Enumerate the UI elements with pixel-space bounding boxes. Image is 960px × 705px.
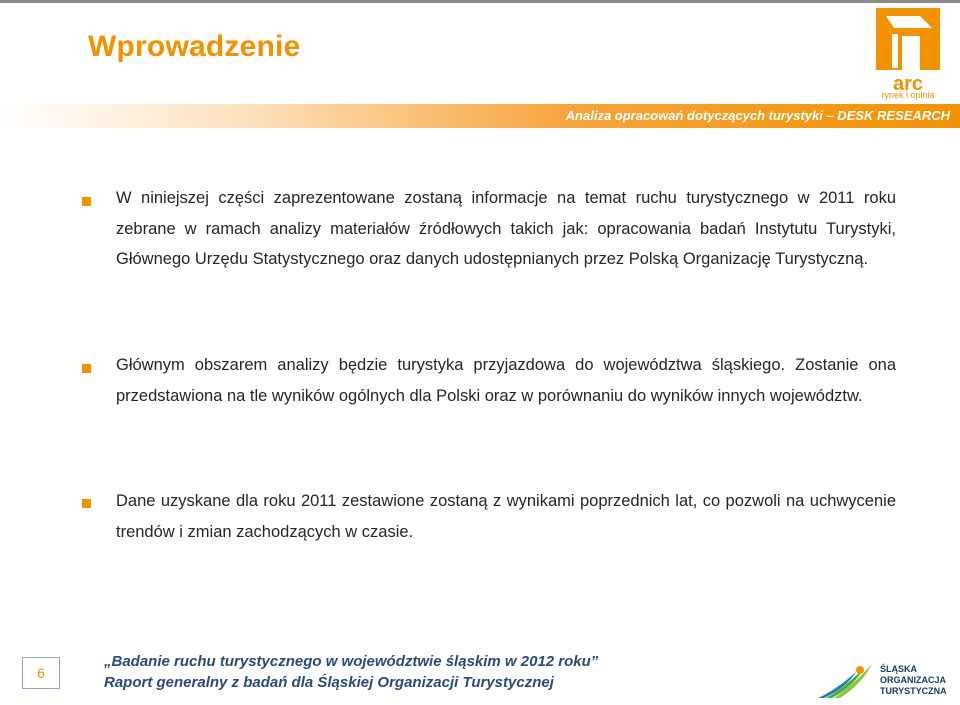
header-banner [0, 104, 960, 128]
logo-tagline: rynek i opinia [881, 90, 935, 100]
top-rule [0, 0, 960, 3]
bullet-square-icon [82, 499, 91, 508]
bullet-square-icon [82, 364, 91, 373]
logo-label: arc [892, 73, 924, 95]
org-name-line-2: ORGANIZACJA [880, 675, 947, 685]
footer-report-title: „Badanie ruchu turystycznego w województwie śląskim w 2012 roku” [104, 653, 599, 670]
org-name [880, 664, 960, 697]
banner-text: Analiza opracowań dotyczących turystyki – DESK RESEARCH [565, 108, 950, 123]
bullet-square-icon [82, 197, 91, 206]
slaska-organizacja-logo-icon [816, 660, 876, 700]
paragraph-intro: W niniejszej części zaprezentowane zostaną informacje na temat ruchu turystycznego w 2011 roku zebrane w ramach analizy materiałów źródłowych takich jak: opracowania badań Instytutu Turystyki, Głównego Urzędu Statystycznego oraz danych udostępnianych przez Polską Organizację Turystyczną. [116, 189, 896, 268]
page-number: 6 [22, 657, 60, 689]
paragraph-trends: Dane uzyskane dla roku 2011 zestawione zostaną z wynikami poprzednich lat, co pozwoli na uchwycenie trendów i zmian zachodzących w czasie. [116, 492, 896, 541]
page-title: Wprowadzenie [88, 30, 301, 63]
org-name-line-3: TURYSTYCZNA [880, 686, 947, 696]
footer-report-subtitle: Raport generalny z badań dla Śląskiej Organizacji Turystycznej [104, 674, 554, 691]
org-name-line-1: ŚLĄSKA [880, 664, 918, 674]
paragraph-scope: Głównym obszarem analizy będzie turystyka przyjazdowa do województwa śląskiego. Zostanie ona przedstawiona na tle wyników ogólnych dla Polski oraz w porównaniu do wyników innych województw. [116, 356, 896, 405]
arc-logo-icon [872, 6, 944, 100]
